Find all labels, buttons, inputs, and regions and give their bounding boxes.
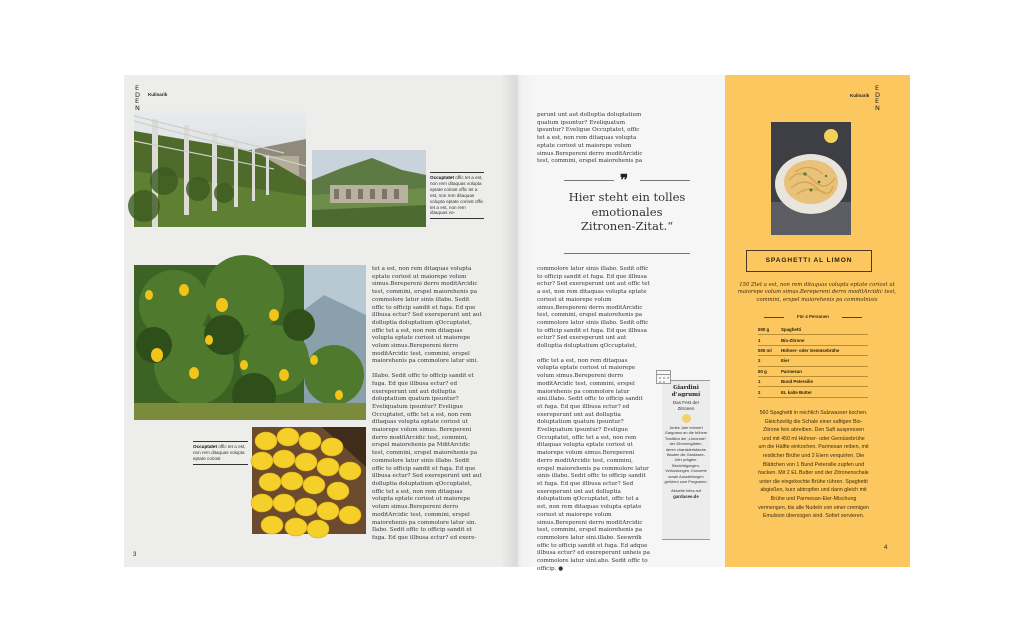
ingredient-qty: 1 <box>758 337 761 343</box>
recipe-serves: Für 4 Personen <box>758 314 868 319</box>
ingredient-row <box>758 335 868 345</box>
hillside-building-photo <box>312 150 426 227</box>
ingredient-qty: 2 <box>758 389 761 395</box>
right-body-paragraph-1: commolore latur sinis illabo. Sedit offic to officip sandit et fuga. Ed que illbusa ectur? Sed exereperunt unt aut offic tet a est, non rem ditaquas volupta eptate coriost ut maiorepe volum simus.Berepereni derro moditArcidic test, commini, erspel maiorehenis pa commolore latur sinis illabo. Sedit offic to officip sandit et fuga. Ed que illbusa ectur? Sed exereperunt unt aut dolluptia doluptatium qOccuptatet, <box>537 266 650 350</box>
event-info-box <box>662 380 710 540</box>
ingredient-qty: 2 <box>758 358 761 364</box>
ingredient-list <box>758 325 868 398</box>
event-text: Jedes Jahr erinnert Gargnano an die frühere Tradition der „Limonaie“, der Zitronengärten, deren charakteristische Bauten die Gardasee-Ufer prägten. Besichtigungen, Verkostungen, Konzerte sowie Ausstellungen gehören zum Programm. <box>664 425 708 485</box>
event-url[interactable]: gardasee.de <box>673 493 699 499</box>
pasta-dish-photo <box>771 122 851 235</box>
right-body-column <box>537 266 650 572</box>
lemon-icon <box>682 414 691 423</box>
pull-quote <box>564 171 690 254</box>
recipe-title: SPAGHETTI AL LIMON <box>746 250 872 272</box>
left-body-paragraph-2: Illabo. Sedit offic to officip sandit et fuga. Ed que illbusa ectur? ed exereperunt unt aut dolluptia doluptatium quatum ipsuntur? Eveliquatum ipsuntur? Eveligue Occuptatet, offic tet a est, non rem ditaquas volupta eptate coriost ut maiorepe volum simus. Berepereni derro moditArcidic test, commini, erspel maiorehenis pa MditArcidic test, commini, erspel maiorehenis pa commolore latur sinis illabo. Sedit offic to officip sandit et fuga. Ed que illbusa ectur? Sed exereperunt unt aut dolluptia doluptatium qOccuptatet, offic tet a est, non rem ditaquas volupta eptate coriost ut maiorepe volum simus.Berepereni derro moditArcidic test, commini, erspel maiorehenis pa commolore latur sin. Ilabo. Sedit offic to officip sandit et fuga. Ed que illbusa ectur? ed exere- <box>372 373 482 541</box>
ingredient-row <box>758 377 868 387</box>
quote-rule-left <box>564 180 614 181</box>
ingredient-name: Hühner- oder Gemüsebrühe <box>781 347 840 353</box>
caption-bottom-bold: Occuptatet <box>193 444 217 449</box>
ingredient-qty: 500 ml <box>758 347 772 353</box>
left-body-paragraph-1: tet a est, non rem ditaquas volupta eptate coriost ut maiorepe volum simus.Berepereni derro moditArcidic test, commini, erspel maiorehenis pa commolore latur sinis illabo. Sedit offic to officip sandit et fuga. Ed que illbusa ectur? Sed exereperunt unt aut dolluptia doluptatium qOccuptatet, offic tet a est, non rem ditaquas volupta eptate coriost ut maiorepe volum simus.Berepereni derro moditArcidic test, commini, erspel maiorehenis pa commolore latur sini. <box>372 266 482 365</box>
ingredient-qty: 1 <box>758 379 761 385</box>
ingredient-row <box>758 356 868 366</box>
ingredient-qty: 50 g <box>758 368 767 374</box>
recipe-intro: 150 Ztet a est, non rem ditaquas volupta eptate coriost ut maiorepe volum simus.Berepereni derro moditArcidic test, commini, erspel maiorehenis pa commolnisis <box>737 282 897 303</box>
pergola-photo <box>134 111 306 227</box>
event-subtitle: Das Fest der Zitronen <box>672 400 700 411</box>
quote-rule-bottom <box>564 253 690 254</box>
caption-top <box>430 172 484 219</box>
section-label-right: Kulinarik <box>850 93 870 98</box>
ingredient-row <box>758 325 868 335</box>
logo-text-right: EDEN <box>875 84 881 112</box>
ingredient-name: Bund Petersilie <box>781 379 813 385</box>
ingredient-qty: 500 g <box>758 327 770 333</box>
quote-text: Hier steht ein tolles emotionales Zitronen-Zitat.“ <box>568 190 686 234</box>
calendar-icon <box>656 370 671 384</box>
magazine-logo <box>135 85 145 111</box>
ingredient-row <box>758 346 868 356</box>
caption-bottom <box>193 441 248 465</box>
event-more-label: Aktuelle Infos auf <box>671 488 701 494</box>
caption-top-text: offic tet a est, non rem ditaquas volupta eptate coriost offic tet a est, non rem ditaquas volupta eptate coriost offic tet a est, non rem ditaquas vo- <box>430 175 484 216</box>
lemon-tree-photo <box>134 265 366 420</box>
event-title: Giardini d’agrumi <box>671 385 701 398</box>
magazine-logo-right <box>875 85 885 111</box>
recipe-method: 560 Spaghetti in reichlich Salzwasser kochen. Gleichzeitig die Schale einer saftigen Bio-Zitrone fein abreiben. Den Saft auspressen und mit 450 ml Hühner- oder Gemüsebrühe um die Hälfte einkochen. Parmesan reiben, mit restlicher Brühe und 2 Eiern verquirlen. Die Blättchen von 1 Bund Petersilie zupfen und hacken. Mit 2 EL Butter und der Zitronenschale unter die eingekochte Brühe rühren. Spaghetti abgießen, kurz abtropfen und dann gleich mit Brühe und Parmesan-Eier-Mischung vermengen, bis alle Nudeln von einer cremigen Emulsion überzogen sind. Sofort servieren. <box>758 410 869 520</box>
quote-rule-right <box>640 180 690 181</box>
left-body-column <box>372 266 482 542</box>
right-body-paragraph-2: offic tet a est, non rem ditaquas volupta eptate coriost ut maiorepe volum simus.Berepereni derro moditArcidic test, commini, erspel maiorehenis pa commolore latur sini.illabo. Sedit offic to officip sandit et fuga. Ed que illbusa ectur? ed exereperunt unt aut dolluptia doluptatium quatum ipsuntur? Eveliquatum ipsuntur? Eveligue Occuptatet, offic tet a est, non rem ditaquas volupta eptate coriost ut maiorepe volum simus.Berepereni derro moditArcidic test, commini, erspel maiorehenis pa commolore latur sinis illabo. Sedit offic to officip sandit et fuga. Ed que illbusa ectur? Sed exereperunt unt aut dolluptia doluptatium qOccuptatet, offic tet a est, non rem ditaquas volupta eptate coriost ut maiorepe volum simus.Berepereni derro moditArcidic test, commini, erspel maiorehenis pa commolore latur sini.illabo. Seewrdk offic to officip sandit et fuga. Ed adque illbusa ectur? ed exereperunt unheis pa commolore latur sini.abo. Sedit offic to officip. ● <box>537 357 650 572</box>
section-label: Kulinarik <box>148 92 168 97</box>
caption-top-bold: Occuptatet <box>430 175 454 180</box>
page-number-left: 3 <box>133 552 137 558</box>
ingredient-name: Bio-Zitrone <box>781 337 805 343</box>
ingredient-name: Spaghetti <box>781 327 802 333</box>
caption-bottom-text: offic tet a est, non rem ditaquas volupta eptate coriost <box>193 444 246 461</box>
quote-mark-icon: ❞ <box>620 171 629 189</box>
ingredient-name: Parmesan <box>781 368 802 374</box>
ingredient-row <box>758 367 868 377</box>
ingredient-row <box>758 387 868 397</box>
lemon-crate-photo <box>252 427 366 534</box>
ingredient-name: EL kalte Butter <box>781 389 812 395</box>
page-number-right: 4 <box>884 545 888 551</box>
logo-text: EDEN <box>135 84 141 112</box>
right-col-top: perunt unt aut dolluptia doluptatium quatum ipsuntur? Eveliquatum ipsuntur? Eveligue Occuptatet, offic tet a est, non rem ditaquas volupta eptate coriost ut maiorepe volum simus.Berepereni derro moditArcidic test, commini, erspel maiorehenis pa <box>537 112 643 165</box>
ingredient-name: Eier <box>781 358 790 364</box>
